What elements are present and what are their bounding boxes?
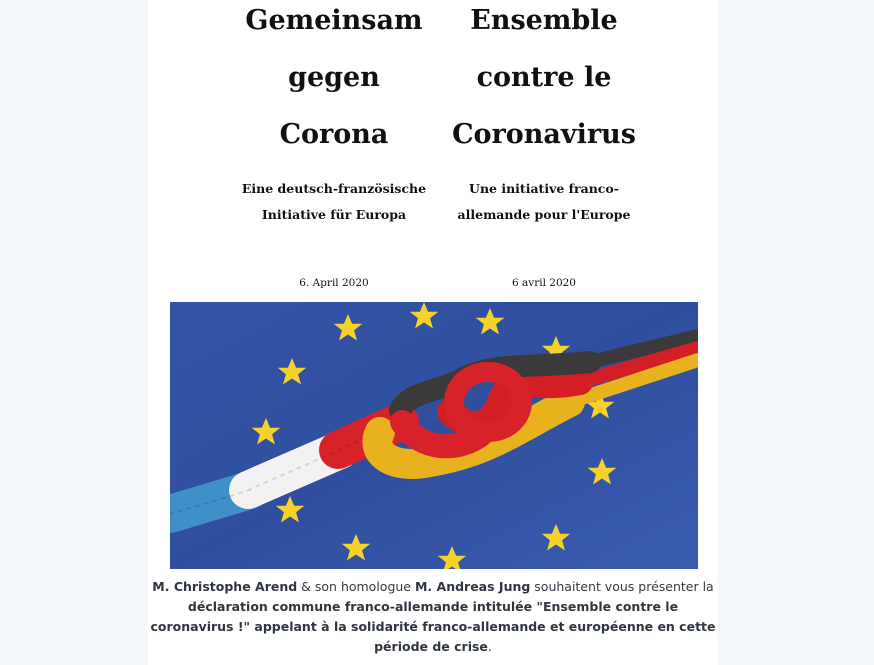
caption-end: . [487, 639, 492, 654]
french-subtitle [428, 176, 660, 228]
article-page [148, 0, 718, 665]
eu-flag-knot-image [170, 302, 698, 569]
german-title-line: Corona [279, 119, 389, 150]
german-title-line: gegen [288, 62, 380, 93]
caption-name-arend: M. Christophe Arend [152, 579, 298, 594]
german-title [220, 0, 448, 163]
french-title-line: contre le [476, 62, 612, 93]
hero-illustration [170, 302, 698, 569]
german-title-line: Gemeinsam [245, 5, 423, 36]
french-title [428, 0, 660, 163]
caption-highlight: déclaration commune franco-allemande intitulée "Ensemble contre le coronavirus !" appelant à la solidarité franco-allemande et européenne en cette période de crise [150, 599, 716, 654]
french-subtitle-line: allemande pour l'Europe [457, 207, 631, 222]
german-date: 6. April 2020 [299, 277, 369, 289]
french-subtitle-line: Une initiative franco- [469, 181, 619, 196]
caption-text [148, 577, 718, 657]
german-subtitle-line: Eine deutsch-französische [241, 181, 427, 196]
german-subtitle-line: Initiative für Europa [261, 207, 407, 222]
caption-text-segment: & son homologue [297, 579, 415, 594]
caption-text-segment: souhaitent vous présenter la [530, 579, 714, 594]
caption-name-jung: M. Andreas Jung [414, 579, 531, 594]
french-date: 6 avril 2020 [511, 277, 576, 289]
french-title-line: Coronavirus [452, 119, 636, 150]
german-subtitle [220, 176, 448, 228]
french-title-line: Ensemble [470, 5, 618, 36]
